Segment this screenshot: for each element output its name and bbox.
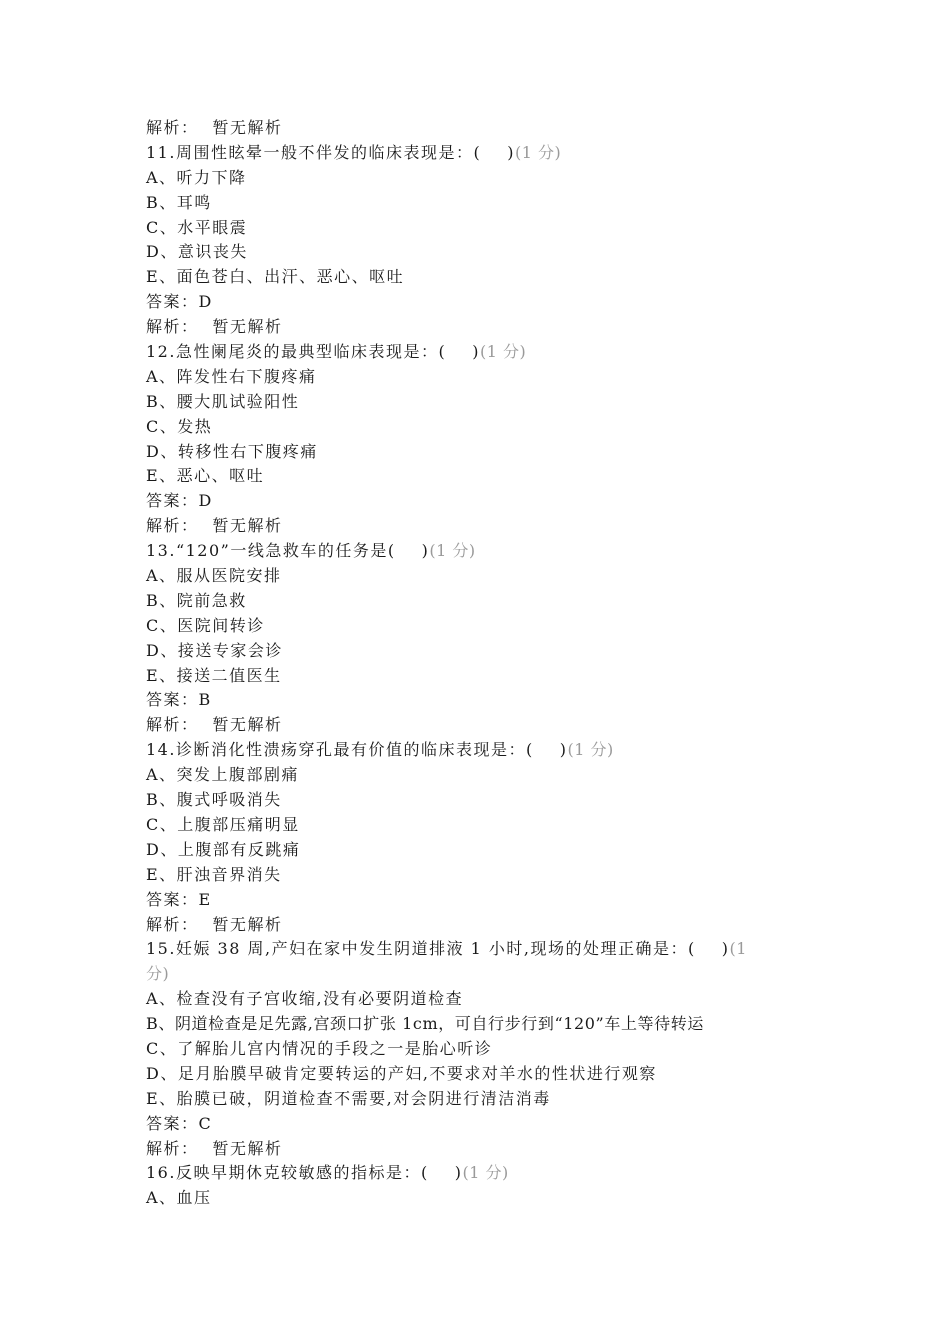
analysis-line: 解析： 暂无解析 [146, 715, 283, 735]
option-e: E、恶心、呕吐 [146, 466, 265, 486]
option-a: A、听力下降 [146, 167, 247, 187]
score-label: (1 分) [479, 342, 527, 362]
answer-line: 答案：D [146, 491, 213, 511]
answer-line: 答案：D [146, 292, 213, 312]
option-c: C、了解胎儿宫内情况的手段之一是胎心听诊 [146, 1038, 493, 1058]
question-13: 13.“120”一线急救车的任务是( )(1 分) [146, 541, 476, 561]
option-d: D、上腹部有反跳痛 [146, 839, 301, 859]
option-a: A、阵发性右下腹疼痛 [146, 366, 317, 386]
score-label-continued: 分) [146, 964, 170, 984]
answer-line: 答案：E [146, 889, 212, 909]
score-label: (1 分) [429, 541, 476, 561]
option-e: E、面色苍白、出汗、恶心、呕吐 [146, 267, 405, 287]
answer-line: 答案：B [146, 690, 212, 710]
option-b: B、院前急救 [146, 590, 247, 610]
question-14: 14.诊断消化性溃疡穿孔最有价值的临床表现是：( )(1 分) [146, 740, 614, 760]
option-a: A、血压 [146, 1188, 212, 1208]
option-c: C、医院间转诊 [146, 615, 265, 635]
option-c: C、水平眼震 [146, 217, 248, 237]
analysis-line: 解析： 暂无解析 [146, 914, 283, 934]
option-e: E、胎膜已破，阴道检查不需要,对会阴进行清洁消毒 [146, 1088, 551, 1108]
question-16: 16.反映早期休克较敏感的指标是：( )(1 分) [146, 1163, 509, 1183]
option-e: E、接送二值医生 [146, 665, 282, 685]
answer-line: 答案：C [146, 1113, 213, 1133]
option-c: C、发热 [146, 416, 213, 436]
score-label: (1 分) [567, 740, 614, 760]
option-e: E、肝浊音界消失 [146, 864, 282, 884]
option-c: C、上腹部压痛明显 [146, 814, 300, 834]
option-b: B、腹式呼吸消失 [146, 790, 282, 810]
option-d: D、足月胎膜早破肯定要转运的产妇,不要求对羊水的性状进行观察 [146, 1063, 657, 1083]
option-a: A、服从医院安排 [146, 566, 282, 586]
analysis-line: 解析： 暂无解析 [146, 1138, 283, 1158]
option-a: A、检查没有子宫收缩,没有必要阴道检查 [146, 989, 464, 1009]
question-11: 11.周围性眩晕一般不伴发的临床表现是：( )(1 分) [146, 142, 562, 162]
score-label: (1 [729, 939, 747, 959]
option-a: A、突发上腹部剧痛 [146, 765, 300, 785]
option-d: D、接送专家会诊 [146, 640, 283, 660]
question-15: 15.妊娠 38 周,产妇在家中发生阴道排液 1 小时,现场的处理正确是：( )(1 [146, 939, 747, 959]
analysis-line: 解析： 暂无解析 [146, 516, 283, 536]
option-b: B、腰大肌试验阳性 [146, 391, 300, 411]
exam-page [146, 116, 806, 1211]
analysis-line: 解析： 暂无解析 [146, 317, 283, 337]
option-b: B、阴道检查是足先露,宫颈口扩张 1cm，可自行步行到“120”车上等待转运 [146, 1014, 704, 1034]
option-d: D、意识丧失 [146, 242, 248, 262]
score-label: (1 分) [462, 1163, 509, 1183]
analysis-line: 解析： 暂无解析 [146, 118, 283, 137]
option-b: B、耳鸣 [146, 192, 212, 212]
score-label: (1 分) [514, 142, 562, 162]
option-d: D、转移性右下腹疼痛 [146, 441, 318, 461]
question-12: 12.急性阑尾炎的最典型临床表现是：( )(1 分) [146, 342, 527, 362]
question-15-wrap [146, 962, 806, 987]
